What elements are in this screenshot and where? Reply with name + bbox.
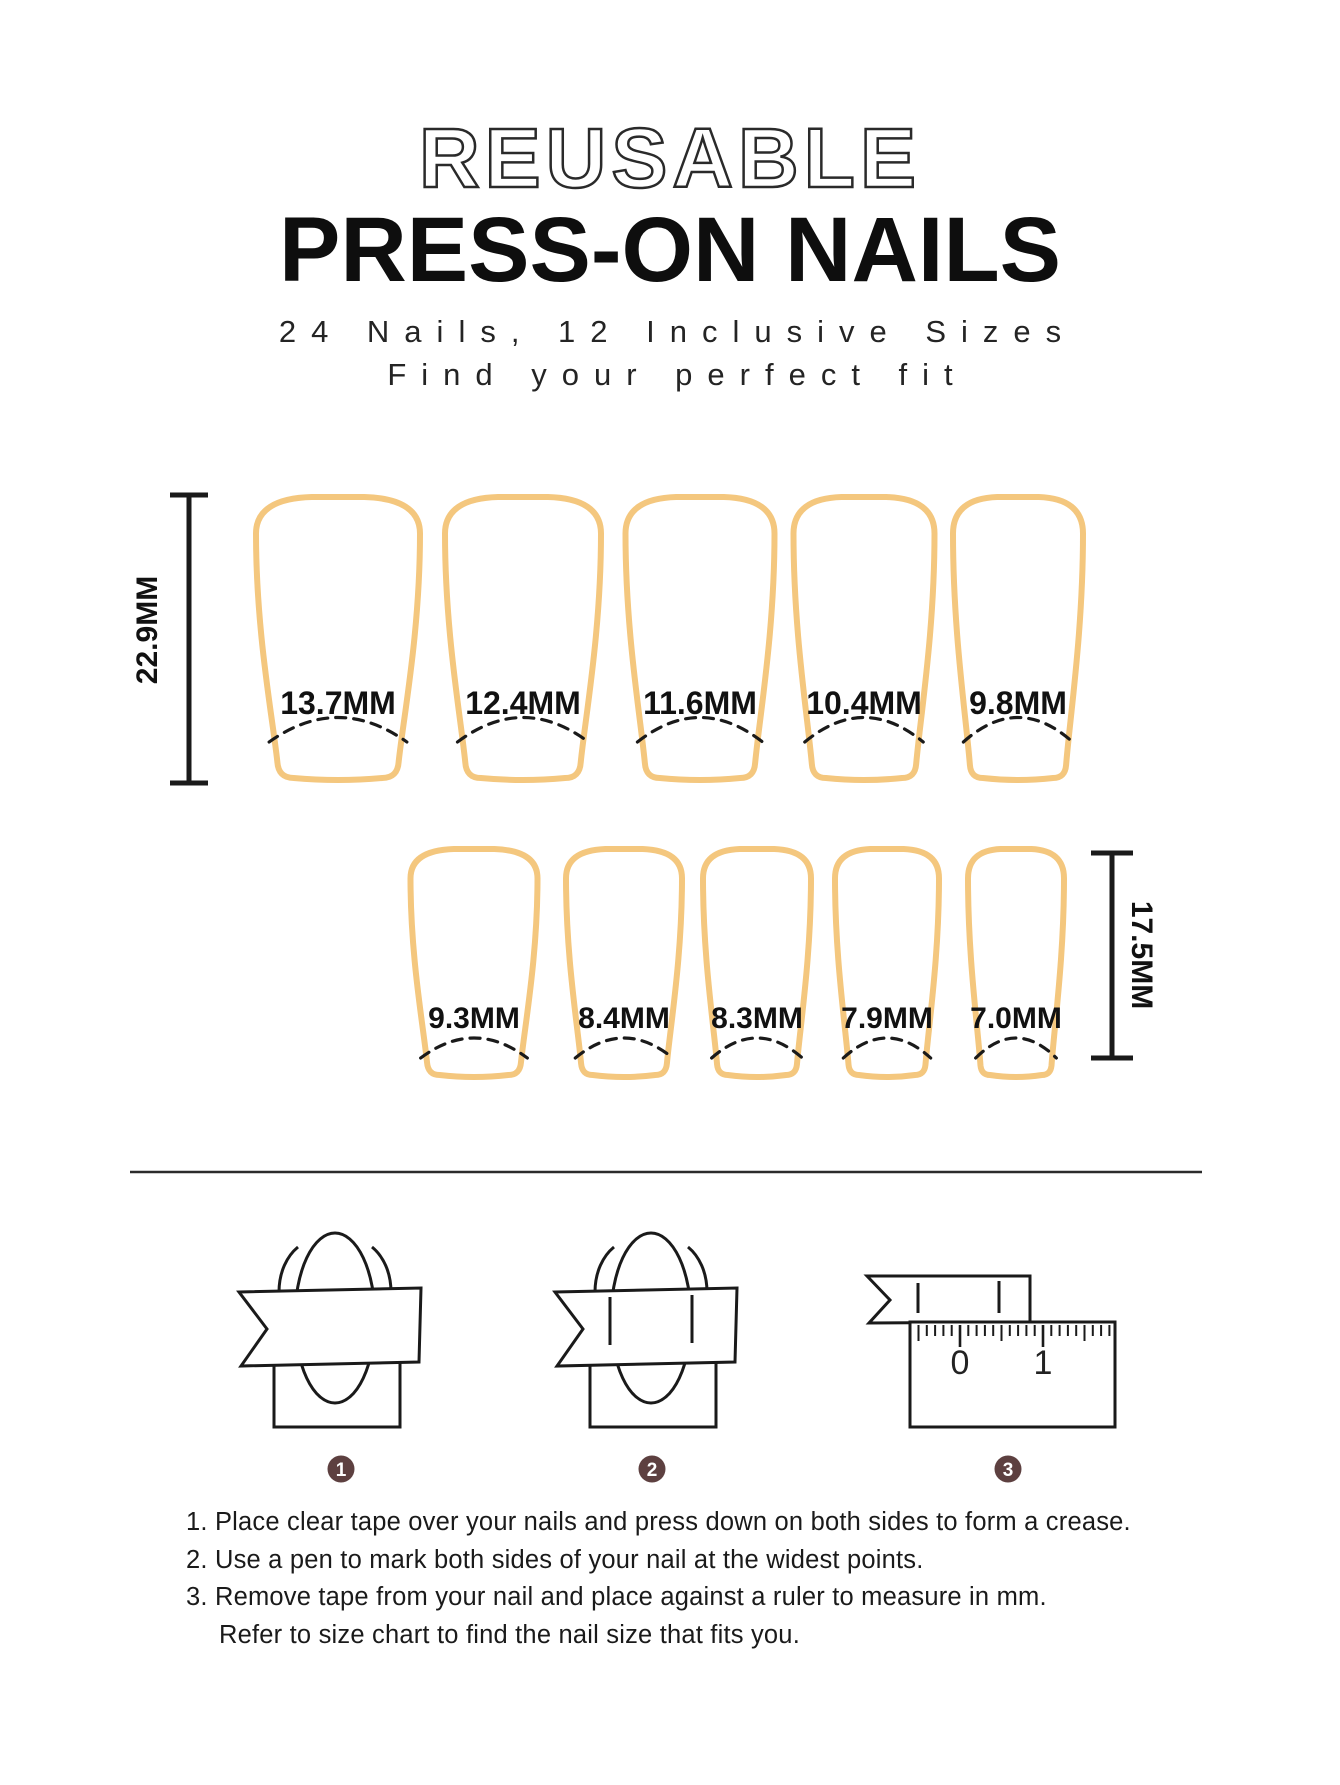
tape-shape [555,1288,737,1366]
nail-size-label-row1-1: 13.7MM [280,685,396,721]
step-badge-3 [995,1456,1022,1483]
step-badge-2 [639,1456,666,1483]
tape-shape [867,1276,1030,1323]
dimension-label: 22.9MM [131,575,164,685]
nail-width-arc-row2-4 [843,1038,930,1058]
nail-outline-row1-3 [626,497,775,780]
nail-outline-row2-4 [835,849,939,1077]
nail-outline-row2-1 [411,849,538,1077]
nail-size-label-row2-1: 9.3MM [428,1002,520,1035]
nail-width-arc-row2-3 [712,1038,803,1058]
dimension-row1 [131,495,208,783]
dimension-label: 17.5MM [1125,900,1158,1010]
illustration-step-3 [867,1276,1115,1427]
finger-shoulder-right [372,1247,391,1292]
nail-size-label-row2-5: 7.0MM [970,1002,1062,1035]
nail-width-arc-row1-3 [637,718,762,743]
finger-shoulder-left [279,1247,298,1292]
ruler-number-0: 0 [950,1344,970,1382]
subtitle-line-1: 24 Nails, 12 Inclusive Sizes [278,314,1077,349]
nail-width-arc-row1-5 [963,718,1072,743]
step-badge-number: 2 [646,1460,658,1481]
nail-size-label-row1-4: 10.4MM [806,685,922,721]
nail-outline-row2-3 [703,849,811,1077]
nail-outline-row1-2 [445,497,601,780]
main-title: PRESS-ON NAILS [278,199,1062,301]
nail-size-label-row2-2: 8.4MM [578,1002,670,1035]
nail-size-label-row1-3: 11.6MM [643,685,757,721]
nail-outline-row2-5 [968,849,1064,1077]
nail-outline-row1-5 [953,497,1083,780]
nail-outline-row1-1 [256,497,420,780]
instruction-line-3: 3. Remove tape from your nail and place against a ruler to measure in mm. [186,1583,1047,1611]
nail-width-arc-row1-1 [269,718,407,743]
outline-title: REUSABLE [418,111,922,205]
nail-outline-row1-4 [794,497,935,780]
ruler-number-1: 1 [1033,1344,1053,1382]
tape-shape [239,1288,421,1366]
nail-width-arc-row2-2 [575,1038,672,1058]
nail-size-label-row2-3: 8.3MM [711,1002,803,1035]
nail-width-arc-row2-1 [421,1038,528,1058]
illustration-step-1 [239,1233,421,1427]
step-badge-number: 1 [335,1460,347,1481]
finger-shoulder-right [688,1247,707,1292]
nail-width-arc-row2-5 [976,1038,1057,1058]
dimension-row2 [1091,853,1158,1058]
nail-size-label-row1-2: 12.4MM [465,685,581,721]
step-badge-1 [328,1456,355,1483]
step-badge-number: 3 [1002,1460,1014,1481]
illustration-step-2 [555,1233,737,1427]
instruction-line-1: 1. Place clear tape over your nails and press down on both sides to form a crease. [186,1508,1131,1536]
nail-width-arc-row1-2 [457,718,588,743]
instruction-line-2: 2. Use a pen to mark both sides of your nail at the widest points. [186,1545,924,1574]
subtitle-line-2: Find your perfect fit [387,357,968,392]
nail-size-label-row1-5: 9.8MM [969,685,1067,721]
instructions-list [186,1504,1266,1654]
nail-size-label-row2-4: 7.9MM [841,1002,933,1035]
instruction-line-4: Refer to size chart to find the nail size that fits you. [219,1620,800,1649]
nail-width-arc-row1-4 [805,718,923,743]
finger-shoulder-left [595,1247,614,1292]
nail-outline-row2-2 [566,849,682,1077]
